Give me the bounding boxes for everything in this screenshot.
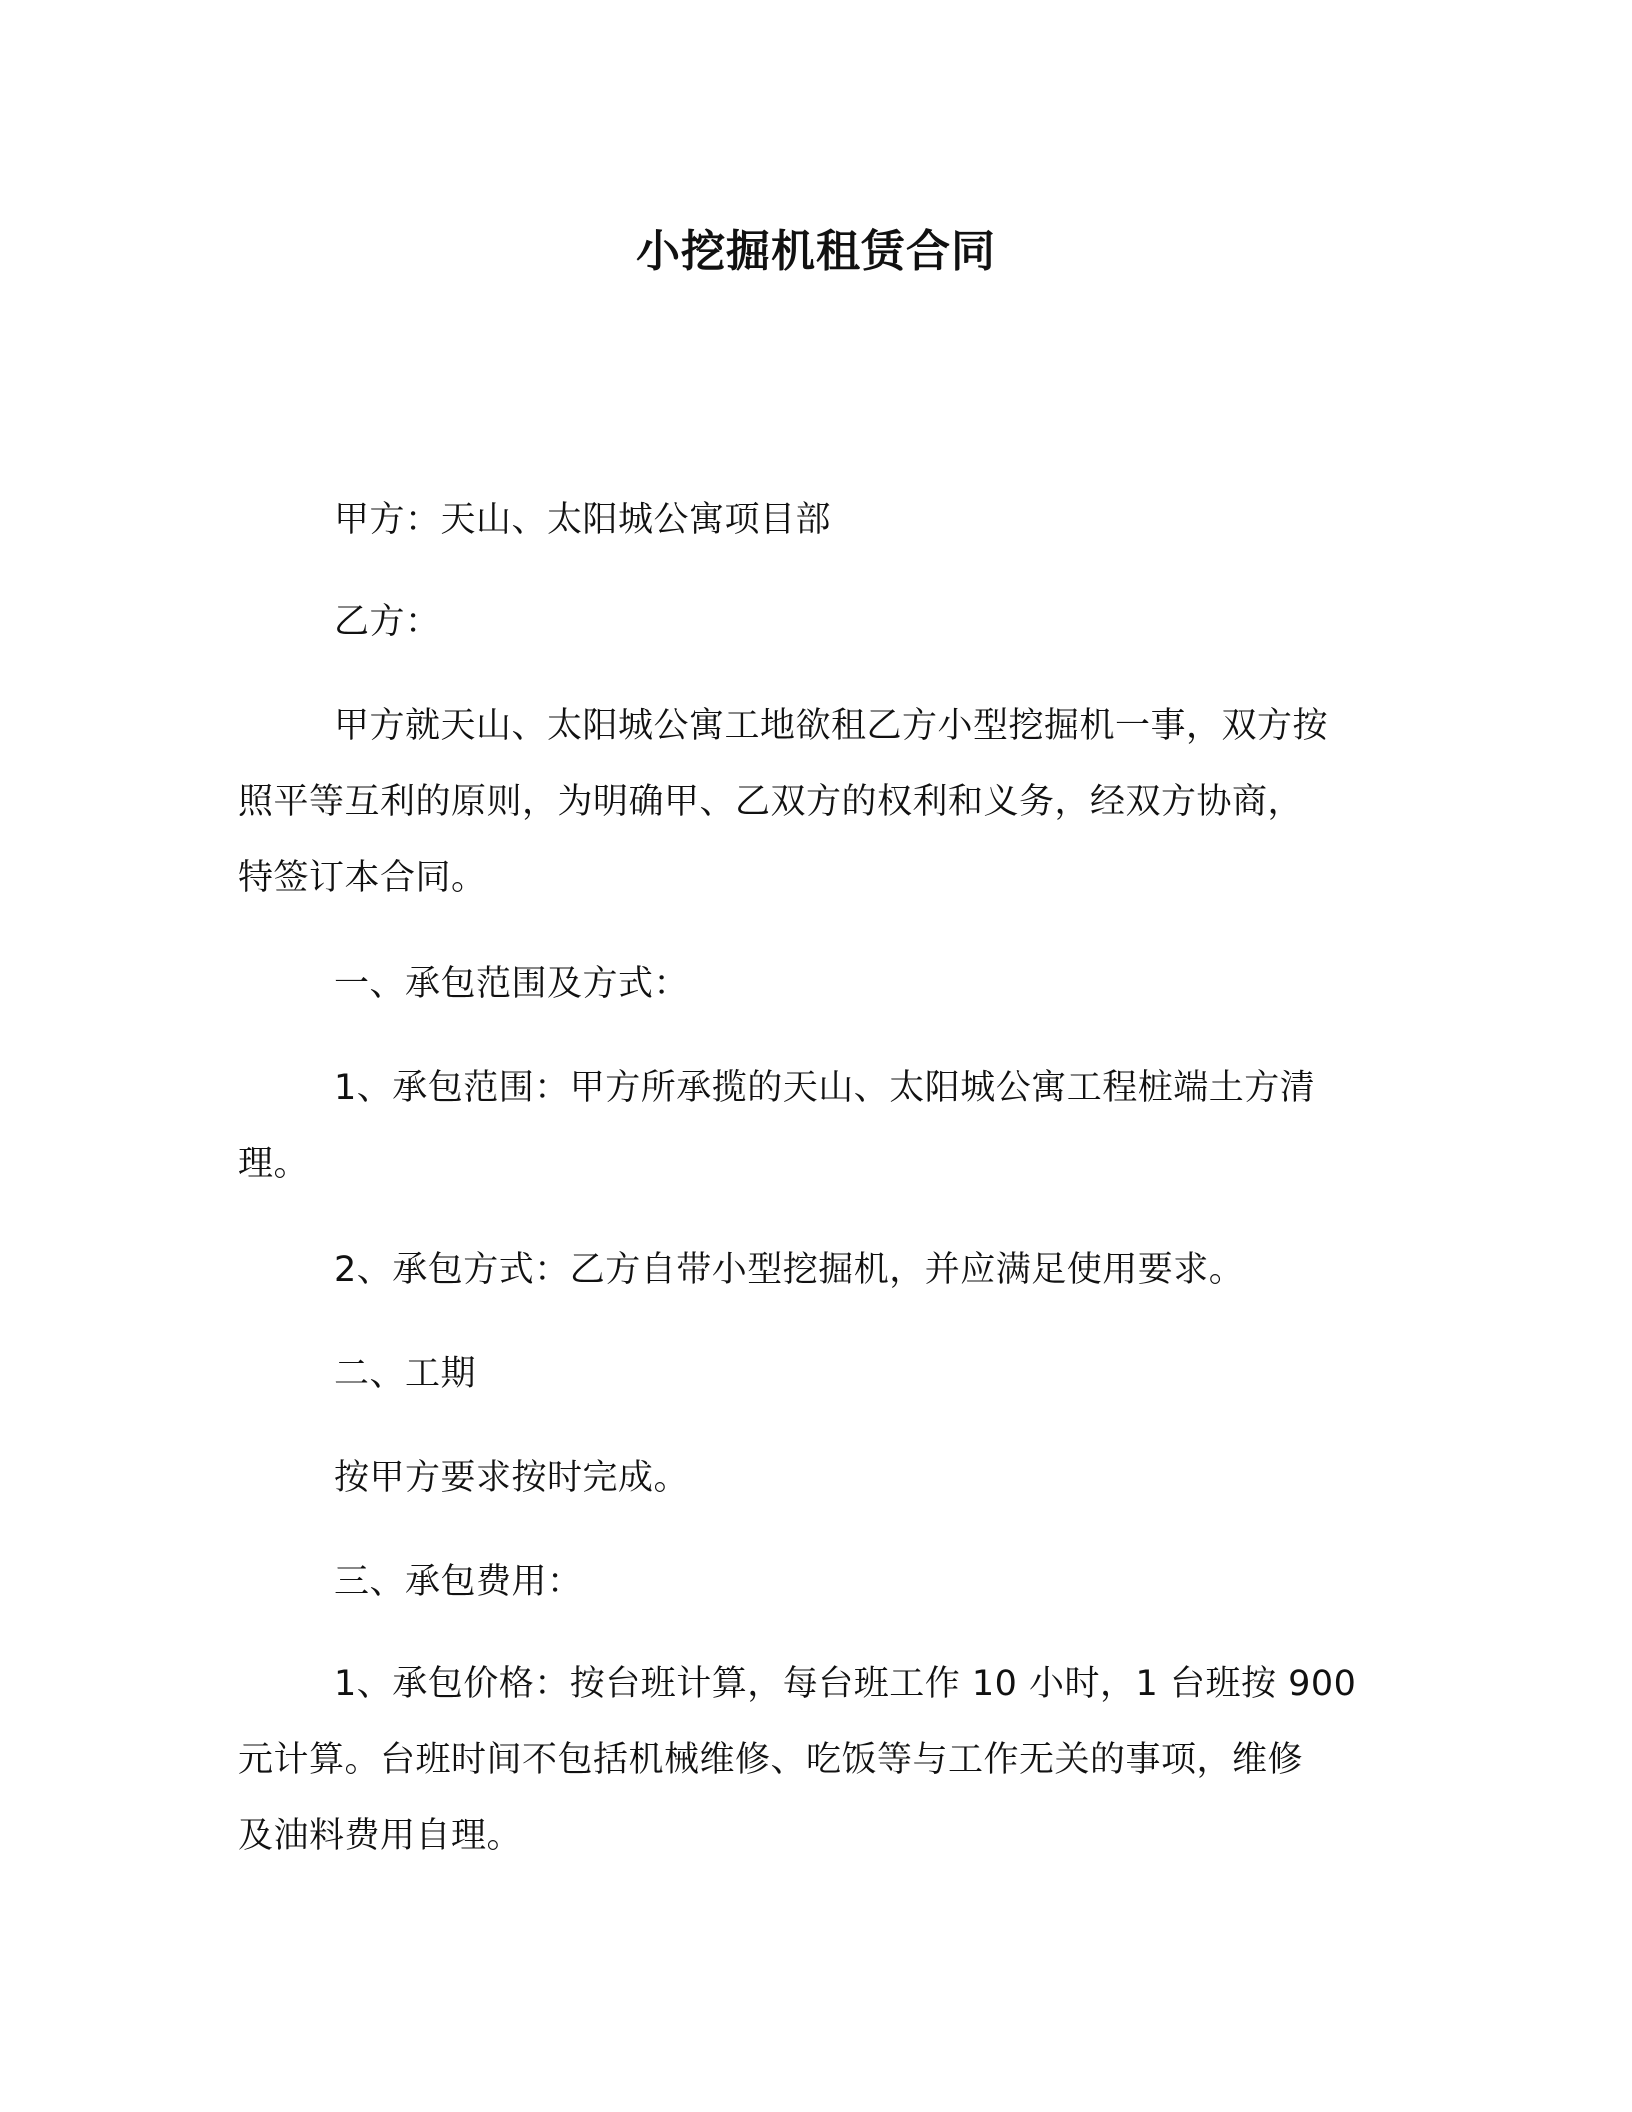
section-2-body: 按甲方要求按时完成。: [334, 1458, 690, 1498]
party-a-line: 甲方：天山、太阳城公寓项目部: [334, 500, 832, 540]
section-3-item-1-line-1: 1、承包价格：按台班计算，每台班工作 10 小时，1 台班按 900: [334, 1664, 1357, 1704]
section-1-item-1-line-2: 理。: [238, 1144, 310, 1184]
section-2-heading: 二、工期: [334, 1354, 477, 1394]
intro-line-2: 照平等互利的原则，为明确甲、乙双方的权利和义务，经双方协商，: [238, 782, 1304, 822]
section-1-item-1-line-1: 1、承包范围：甲方所承揽的天山、太阳城公寓工程桩端土方清: [334, 1068, 1316, 1108]
intro-line-1: 甲方就天山、太阳城公寓工地欲租乙方小型挖掘机一事，双方按: [334, 706, 1329, 746]
section-1-heading: 一、承包范围及方式：: [334, 964, 690, 1004]
document-title: 小挖掘机租赁合同: [636, 226, 996, 277]
intro-line-3: 特签订本合同。: [238, 858, 487, 898]
section-3-heading: 三、承包费用：: [334, 1562, 583, 1602]
section-1-item-2: 2、承包方式：乙方自带小型挖掘机，并应满足使用要求。: [334, 1250, 1245, 1290]
section-3-item-1-line-2: 元计算。台班时间不包括机械维修、吃饭等与工作无关的事项，维修: [238, 1740, 1304, 1780]
party-b-line: 乙方：: [334, 602, 441, 642]
section-3-item-1-line-3: 及油料费用自理。: [238, 1816, 523, 1856]
